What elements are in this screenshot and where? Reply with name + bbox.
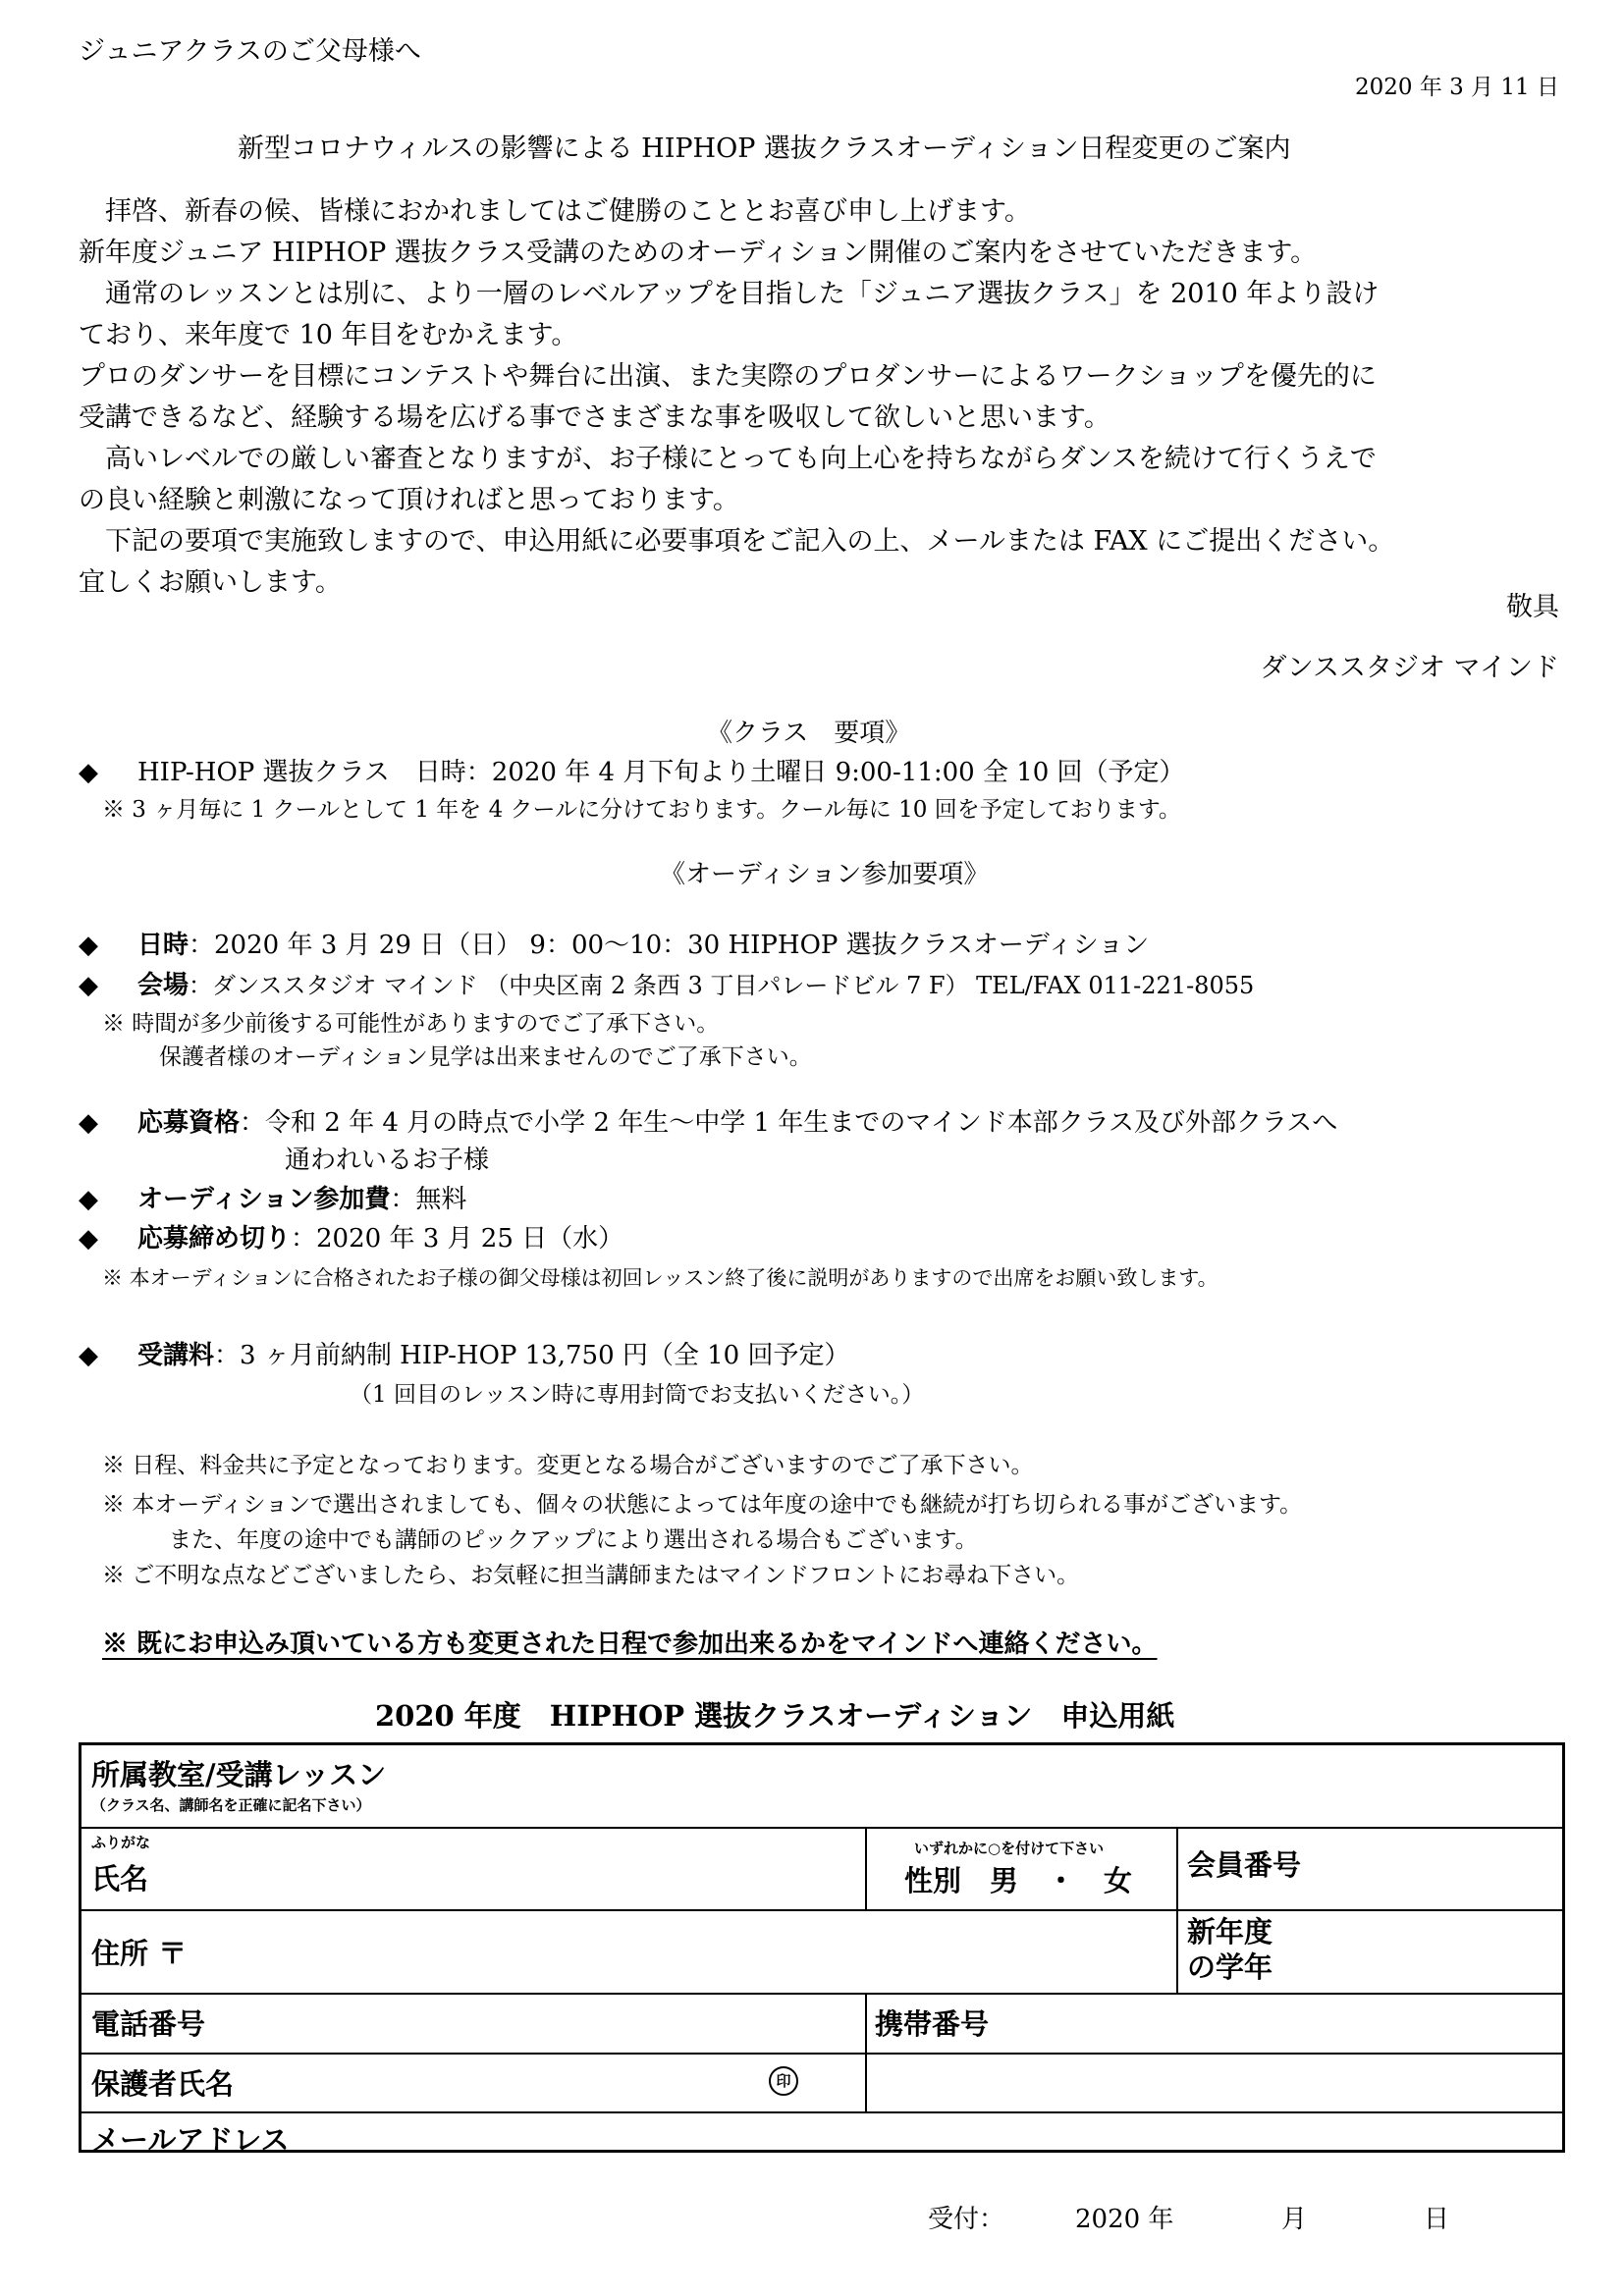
body-line: 下記の要項で実施致しますので、申込用紙に必要事項をご記入の上、メールまたは FAX にご提出ください。 [79, 526, 1395, 557]
receipt-day: 日 [1424, 2205, 1450, 2234]
receipt-line [928, 2201, 1463, 2238]
audition-fee-label: オーディション参加費 [137, 1185, 391, 1214]
phone-label: 電話番号 [91, 2007, 206, 2041]
address-label: 住所 〒 [91, 1937, 188, 1970]
note-line: ※ 本オーディションで選出されましても、個々の状態によっては年度の途中でも継続が打ち切られる事がございます。 [102, 1492, 1303, 1518]
audition-date [79, 927, 1149, 964]
class-item [79, 754, 1185, 791]
class-item-value: 日時：2020 年 4 月下旬より土曜日 9:00-11:00 全 10 回（予定） [414, 758, 1185, 787]
tuition [79, 1337, 850, 1374]
gender-hint: いずれかに○を付けて下さい [914, 1840, 1105, 1857]
diamond-bullet-icon: ◆ [79, 1185, 98, 1214]
body-line: 新年度ジュニア HIPHOP 選抜クラス受講のためのオーディション開催のご案内をさせていただきます。 [79, 238, 1318, 268]
body-line: 通常のレッスンとは別に、より一層のレベルアップを目指した「ジュニア選抜クラス」を 2010 年より設け [79, 279, 1380, 309]
guardian-name-label: 保護者氏名 [91, 2067, 235, 2101]
audition-fee [79, 1181, 466, 1218]
audition-fee-value: ：無料 [390, 1185, 467, 1214]
venue-note: ※ 時間が多少前後する可能性がありますのでご了承下さい。 [102, 1011, 720, 1037]
tuition-value: ：3 ヶ月前納制 HIP-HOP 13,750 円（全 10 回予定） [214, 1341, 850, 1370]
audition-section-heading: 《オーディション参加要項》 [660, 860, 990, 889]
audition-venue-value: ：ダンススタジオ マインド （中央区南 2 条西 3 丁目パレードビル 7 F） TEL/FAX 011-221-8055 [189, 972, 1255, 999]
eligibility-value: ：令和 2 年 4 月の時点で小学 2 年生〜中学 1 年生までのマインド本部クラス及び外部クラスへ [240, 1108, 1338, 1138]
diamond-bullet-icon: ◆ [79, 971, 98, 1000]
grade-label-cont: の学年 [1187, 1950, 1273, 1984]
deadline-value: ：2020 年 3 月 25 日（水） [291, 1224, 624, 1254]
tuition-note: （1 回目のレッスン時に専用封筒でお支払いください。） [350, 1382, 925, 1408]
gender-label[interactable]: 性別 男 ・ 女 [904, 1864, 1133, 1897]
diamond-bullet-icon: ◆ [79, 1224, 98, 1254]
body-line: ており、来年度で 10 年目をむかえます。 [79, 320, 578, 350]
body-text [79, 191, 1551, 604]
email-label: メールアドレス [91, 2123, 290, 2157]
application-form [79, 1742, 1565, 2157]
audition-venue-label: 会場 [137, 971, 189, 1000]
addressee: ジュニアクラスのご父母様へ [79, 36, 421, 67]
class-note: ※ 3 ヶ月毎に 1 クールとして 1 年を 4 クールに分けております。クール毎に 10 回を予定しております。 [102, 797, 1181, 823]
diamond-bullet-icon: ◆ [79, 1108, 98, 1138]
note-line: ※ ご不明な点などございましたら、お気軽に担当講師またはマインドフロントにお尋ね下さい。 [102, 1563, 1080, 1588]
grade-label: 新年度 [1187, 1915, 1273, 1949]
form-title: 2020 年度 HIPHOP 選抜クラスオーディション 申込用紙 [375, 1699, 1175, 1733]
closing: 敬具 [1506, 592, 1559, 622]
eligibility-label: 応募資格 [137, 1108, 241, 1138]
furigana-label: ふりがな [91, 1834, 151, 1851]
receipt-year: 2020 年 [1075, 2205, 1174, 2234]
body-line: の良い経験と刺激になって頂ければと思っております。 [79, 485, 739, 515]
audition-venue [79, 967, 1254, 1004]
audition-date-label: 日時 [137, 931, 189, 960]
note-line: ※ 日程、料金共に予定となっております。変更となる場合がございますのでご了承下さい。 [102, 1453, 1034, 1478]
body-line: 受講できるなど、経験する場を広げる事でさまざまな事を吸収して欲しいと思います。 [79, 402, 1110, 433]
note-line: また、年度の途中でも講師のピックアップにより選出される場合もございます。 [169, 1527, 978, 1553]
body-line: 拝啓、新春の候、皆様におかれましてはご健勝のこととお喜び申し上げます。 [79, 196, 1031, 227]
diamond-bullet-icon: ◆ [79, 931, 98, 960]
diamond-bullet-icon: ◆ [79, 1341, 98, 1370]
eligibility [79, 1104, 1337, 1142]
seal-icon: 印 [769, 2066, 798, 2096]
audition-date-value: ：2020 年 3 月 29 日（日） 9：00〜10：30 HIPHOP 選抜クラスオーディション [189, 931, 1150, 960]
name-label: 氏名 [91, 1862, 149, 1896]
class-lesson-label: 所属教室/受講レッスン [91, 1758, 387, 1791]
deadline [79, 1220, 623, 1257]
mobile-label: 携帯番号 [875, 2007, 990, 2041]
member-number-label: 会員番号 [1187, 1848, 1302, 1882]
tuition-label: 受講料 [137, 1341, 215, 1370]
document-date: 2020 年 3 月 11 日 [1355, 75, 1559, 100]
sender: ダンススタジオ マインド [1260, 653, 1559, 683]
receipt-label: 受付： [928, 2205, 1005, 2234]
document-title: 新型コロナウィルスの影響による HIPHOP 選抜クラスオーディション日程変更のご案内 [238, 133, 1291, 164]
deadline-label: 応募締め切り [137, 1224, 292, 1254]
receipt-month: 月 [1281, 2205, 1308, 2234]
diamond-bullet-icon: ◆ [79, 758, 98, 787]
venue-note: 保護者様のオーディション見学は出来ませんのでご了承下さい。 [159, 1044, 812, 1070]
deadline-note: ※ 本オーディションに合格されたお子様の御父母様は初回レッスン終了後に説明がありますので出席をお願い致します。 [102, 1266, 1218, 1290]
body-line: 高いレベルでの厳しい審査となりますが、お子様にとっても向上心を持ちながらダンスを続けて行くうえで [79, 444, 1377, 474]
notice: ※ 既にお申込み頂いている方も変更された日程で参加出来るかをマインドへ連絡ください。 [102, 1629, 1158, 1659]
class-item-label: HIP-HOP 選抜クラス [137, 758, 390, 787]
body-line: プロのダンサーを目標にコンテストや舞台に出演、また実際のプロダンサーによるワークショップを優先的に [79, 361, 1377, 392]
body-line: 宜しくお願いします。 [79, 567, 342, 598]
eligibility-value-cont: 通われいるお子様 [285, 1146, 490, 1175]
class-lesson-hint: （クラス名、講師名を正確に記名下さい） [91, 1796, 371, 1814]
class-section-heading: 《クラス 要項》 [707, 719, 911, 748]
